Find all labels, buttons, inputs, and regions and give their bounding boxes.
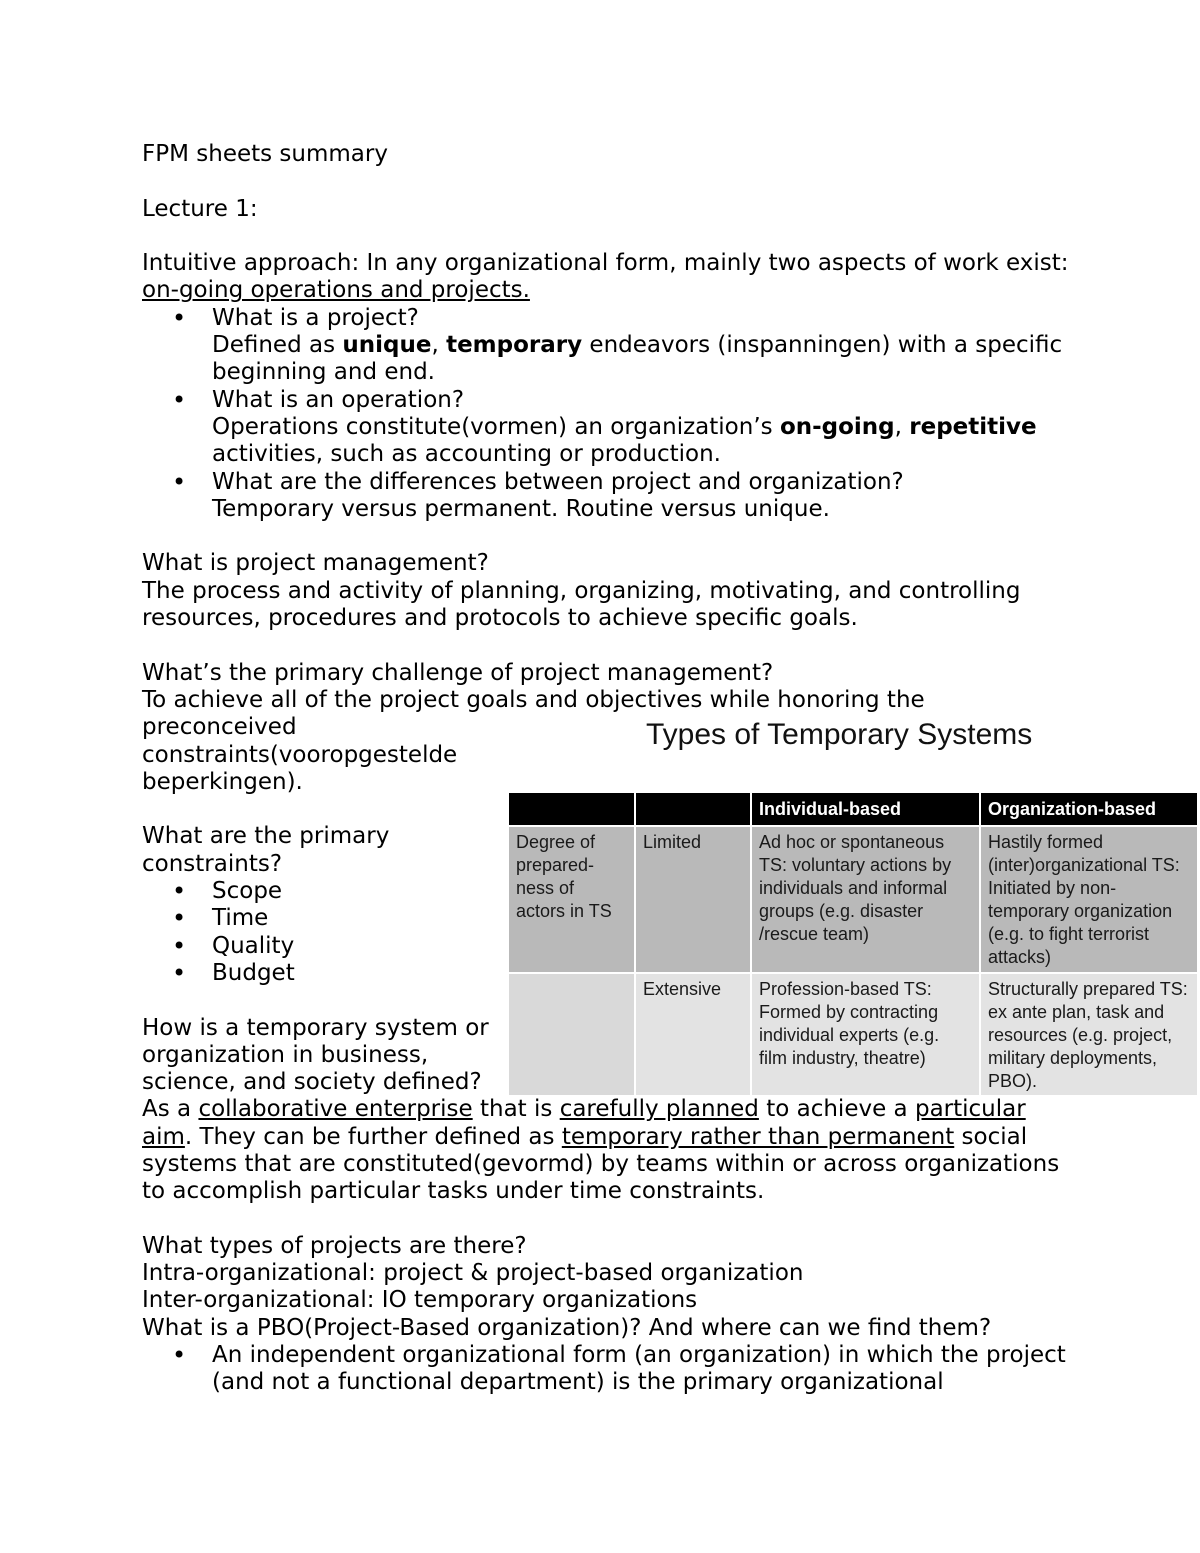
doc-title: FPM sheets summary bbox=[142, 141, 388, 167]
table-header-cell bbox=[509, 793, 635, 826]
list-item: • What is an operation? Operations constitute(vormen) an organization’s on-going, repetitive activities, such as accounting or production. bbox=[212, 387, 1082, 469]
temporary-systems-table bbox=[509, 793, 1197, 1095]
lecture-heading: Lecture 1: bbox=[142, 195, 258, 222]
list-item: • Time bbox=[212, 905, 1082, 932]
table-header-cell: Organization-based bbox=[980, 793, 1197, 826]
table-cell: Ad hoc or spontaneous TS: voluntary actions by individuals and informal groups (e.g. disaster /rescue team) bbox=[751, 826, 980, 973]
pm-answer: The process and activity of planning, organizing, motivating, and controlling resources, procedures and protocols to achieve specific goals. bbox=[142, 577, 1021, 632]
table-header-cell: Individual-based bbox=[751, 793, 980, 826]
temporary-system-question: How is a temporary system or organization in business, science, and society defined? bbox=[142, 1014, 489, 1096]
document-body bbox=[142, 141, 1082, 1397]
list-item: • Scope bbox=[212, 878, 1082, 905]
list-item: • What is a project? Defined as unique, temporary endeavors (inspanningen) with a specific beginning and end. bbox=[212, 305, 1082, 387]
table-header-row bbox=[509, 793, 1197, 826]
pbo-question: What is a PBO(Project-Based organization)? And where can we find them? bbox=[142, 1314, 992, 1341]
table-cell bbox=[509, 973, 635, 1095]
figure-title: Types of Temporary Systems bbox=[646, 718, 1033, 751]
list-item: • Quality bbox=[212, 933, 1082, 960]
list-item: • What are the differences between project and organization? Temporary versus permanent. Routine versus unique. bbox=[212, 469, 1082, 524]
row-label-cell: Degree of prepared-ness of actors in TS bbox=[509, 826, 635, 973]
types-inter: Inter-organizational: IO temporary organizations bbox=[142, 1287, 698, 1314]
level-cell: Limited bbox=[635, 826, 751, 973]
table-row bbox=[509, 973, 1197, 1095]
table-header-cell bbox=[635, 793, 751, 826]
operations-projects-underlined: on-going operations and projects. bbox=[142, 277, 530, 304]
intuitive-approach: Intuitive approach: In any organizational form, mainly two aspects of work exist: on-going operations and projects. bbox=[142, 250, 1069, 304]
temporary-system-answer: As a collaborative enterprise that is carefully planned to achieve a particular aim. They can be further defined as temporary rather than permanent social systems that are constituted(gevormd) by teams within or across organizations to accomplish particular tasks under time constraints. bbox=[142, 1096, 1060, 1205]
constraints-question: What are the primary constraints? bbox=[142, 823, 390, 877]
challenge-answer-line: To achieve all of the project goals and objectives while honoring the bbox=[142, 686, 925, 713]
challenge-question: What’s the primary challenge of project management? bbox=[142, 659, 774, 686]
pm-question: What is project management? bbox=[142, 550, 489, 577]
challenge-answer-wrap: preconceived constraints(vooropgestelde beperkingen). bbox=[142, 714, 458, 795]
table-row bbox=[509, 826, 1197, 973]
pbo-list bbox=[142, 1342, 1082, 1397]
types-question: What types of projects are there? bbox=[142, 1232, 527, 1259]
table-cell: Hastily formed (inter)organizational TS: Initiated by non-temporary organization (e.g. to fight terrorist attacks) bbox=[980, 826, 1197, 973]
list-item: • Budget bbox=[212, 960, 1082, 987]
definitions-list bbox=[142, 305, 1082, 523]
level-cell: Extensive bbox=[635, 973, 751, 1095]
types-intra: Intra-organizational: project & project-based organization bbox=[142, 1260, 804, 1287]
table-cell: Structurally prepared TS: ex ante plan, task and resources (e.g. project, military deployments, PBO). bbox=[980, 973, 1197, 1095]
list-item: • An independent organizational form (an organization) in which the project (and not a functional department) is the primary organizational bbox=[212, 1342, 1082, 1397]
table-cell: Profession-based TS: Formed by contracting individual experts (e.g. film industry, theatre) bbox=[751, 973, 980, 1095]
